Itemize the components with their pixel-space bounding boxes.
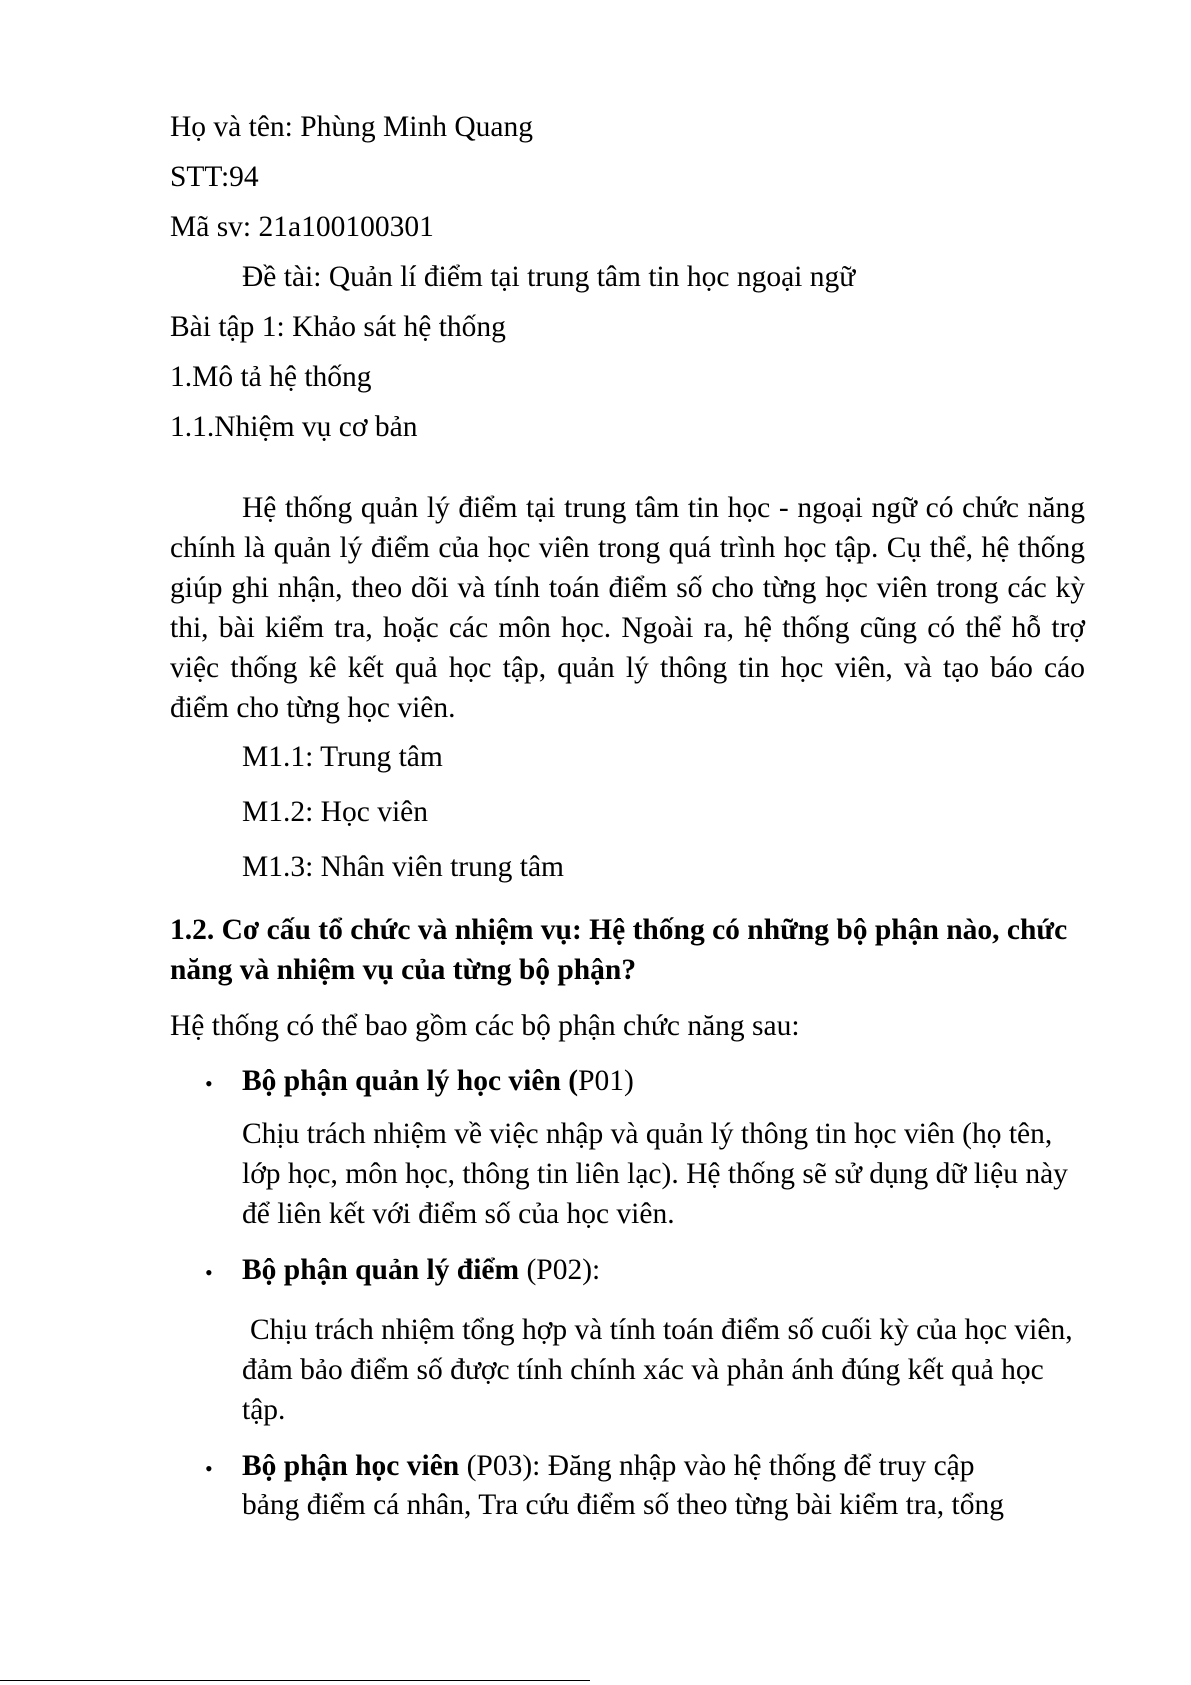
subsection-1-2-intro: Hệ thống có thể bao gồm các bộ phận chức năng sau: bbox=[170, 1010, 800, 1042]
department-name: Bộ phận học viên bbox=[242, 1450, 460, 1482]
department-code: (P02): bbox=[519, 1254, 601, 1286]
department-title bbox=[242, 1256, 600, 1286]
bullet-icon: • bbox=[205, 1456, 213, 1481]
footnote-separator bbox=[0, 1680, 590, 1681]
student-id-line: Mã sv: 21a100100301 bbox=[170, 211, 434, 243]
department-description: Chịu trách nhiệm về việc nhập và quản lý thông tin học viên (họ tên, lớp học, môn học, thông tin liên lạc). Hệ thống sẽ sử dụng dữ liệu này để liên kết với điểm số của học viên. bbox=[242, 1118, 1068, 1230]
department-code: P01) bbox=[578, 1065, 634, 1097]
stt-line: STT:94 bbox=[170, 161, 259, 193]
section-1-title: 1.Mô tả hệ thống bbox=[170, 361, 372, 393]
department-description: bảng điểm cá nhân, Tra cứu điểm số theo từng bài kiểm tra, tổng bbox=[242, 1489, 1004, 1521]
subsection-1-1-paragraph: Hệ thống quản lý điểm tại trung tâm tin học - ngoại ngữ có chức năng chính là quản lý điểm của học viên trong quá trình học tập. Cụ thể, hệ thống giúp ghi nhận, theo dõi và tính toán điểm số cho từng học viên trong các kỳ thi, bài kiểm tra, hoặc các môn học. Ngoài ra, hệ thống cũng có thể hỗ trợ việc thống kê kết quả học tập, quản lý thông tin học viên, và tạo báo cáo điểm cho từng học viên. bbox=[170, 492, 1085, 724]
list-item: M1.3: Nhân viên trung tâm bbox=[242, 851, 564, 883]
department-code: (P03): Đăng nhập vào hệ thống để truy cập bbox=[459, 1450, 975, 1482]
exercise-title: Bài tập 1: Khảo sát hệ thống bbox=[170, 311, 506, 343]
student-name-line: Họ và tên: Phùng Minh Quang bbox=[170, 111, 533, 143]
department-title bbox=[242, 1067, 634, 1097]
bullet-icon: • bbox=[205, 1071, 213, 1096]
department-name: Bộ phận quản lý điểm bbox=[242, 1254, 520, 1286]
list-item: M1.1: Trung tâm bbox=[242, 741, 443, 773]
department-name: Bộ phận quản lý học viên ( bbox=[242, 1065, 579, 1097]
topic-line: Đề tài: Quản lí điểm tại trung tâm tin học ngoại ngữ bbox=[242, 261, 856, 293]
department-description: Chịu trách nhiệm tổng hợp và tính toán điểm số cuối kỳ của học viên, đảm bảo điểm số được tính chính xác và phản ánh đúng kết quả học tập. bbox=[242, 1314, 1073, 1426]
department-title bbox=[242, 1452, 975, 1482]
subsection-1-1-title: 1.1.Nhiệm vụ cơ bản bbox=[170, 411, 418, 443]
list-item: M1.2: Học viên bbox=[242, 796, 428, 828]
bullet-icon: • bbox=[205, 1260, 213, 1285]
subsection-1-2-title: 1.2. Cơ cấu tổ chức và nhiệm vụ: Hệ thống có những bộ phận nào, chức năng và nhiệm vụ của từng bộ phận? bbox=[170, 914, 1068, 986]
